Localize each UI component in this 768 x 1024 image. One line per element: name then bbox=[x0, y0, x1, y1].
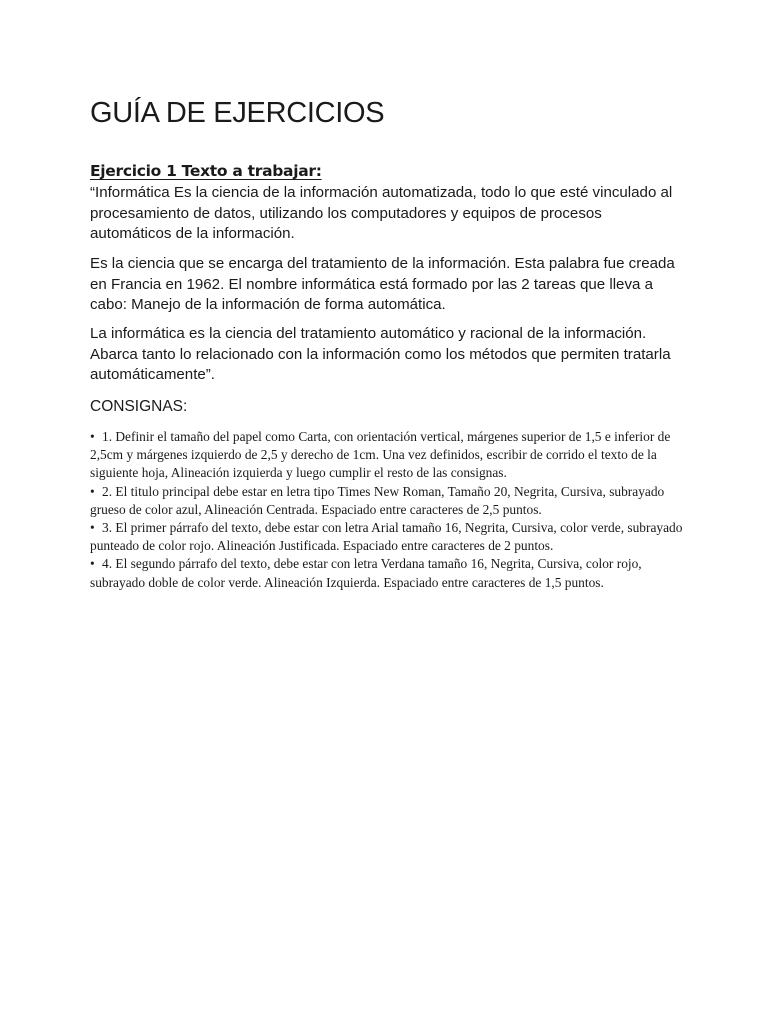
bullet-icon: • bbox=[90, 520, 95, 536]
list-item-text: 4. El segundo párrafo del texto, debe estar con letra Verdana tamaño 16, Negrita, Cursiva, color rojo, subrayado doble de color verde. Alineación Izquierda. Espaciado entre caracteres de 1,5 puntos. bbox=[90, 556, 642, 590]
list-item bbox=[90, 428, 684, 483]
paragraph-1: “Informática Es la ciencia de la información automatizada, todo lo que esté vinculado al procesamiento de datos, utilizando los computadores y equipos de procesos automáticos de la información. bbox=[90, 184, 673, 242]
page-title: GUÍA DE EJERCICIOS bbox=[90, 97, 385, 129]
exercise-heading: Ejercicio 1 Texto a trabajar: bbox=[90, 162, 322, 180]
bullet-icon: • bbox=[90, 483, 95, 499]
bullet-icon: • bbox=[90, 429, 95, 444]
list-item bbox=[90, 555, 684, 591]
list-item-text: 2. El titulo principal debe estar en letra tipo Times New Roman, Tamaño 20, Negrita, Cursiva, subrayado grueso de color azul, Alineación Centrada. Espaciado entre caracteres de 2,5 puntos. bbox=[90, 483, 665, 517]
consignas-heading: CONSIGNAS: bbox=[90, 398, 188, 415]
list-item-text: 3. El primer párrafo del texto, debe estar con letra Arial tamaño 16, Negrita, Cursiva, color verde, subrayado punteado de color rojo. Alineación Justificada. Espaciado entre caracteres de 2 puntos. bbox=[90, 520, 683, 554]
paragraph-2: Es la ciencia que se encarga del tratamiento de la información. Esta palabra fue creada en Francia en 1962. El nombre informática está formado por las 2 tareas que lleva a cabo: Manejo de la información de forma automática. bbox=[90, 255, 675, 313]
list-item-text: 1. Definir el tamaño del papel como Carta, con orientación vertical, márgenes superior de 1,5 e inferior de 2,5cm y márgenes izquierdo de 2,5 y derecho de 1cm. Una vez definidos, escribir de corrido el texto de la siguiente hoja, Alineación izquierda y luego cumplir el resto de las consignas. bbox=[90, 429, 671, 481]
paragraph-3: La informática es la ciencia del tratamiento automático y racional de la información. Abarca tanto lo relacionado con la información como los métodos que permiten tratarla automáticamente”. bbox=[90, 325, 671, 383]
list-item bbox=[90, 519, 684, 555]
bullet-icon: • bbox=[90, 556, 95, 572]
list-item bbox=[90, 483, 684, 519]
consignas-list bbox=[90, 428, 684, 592]
